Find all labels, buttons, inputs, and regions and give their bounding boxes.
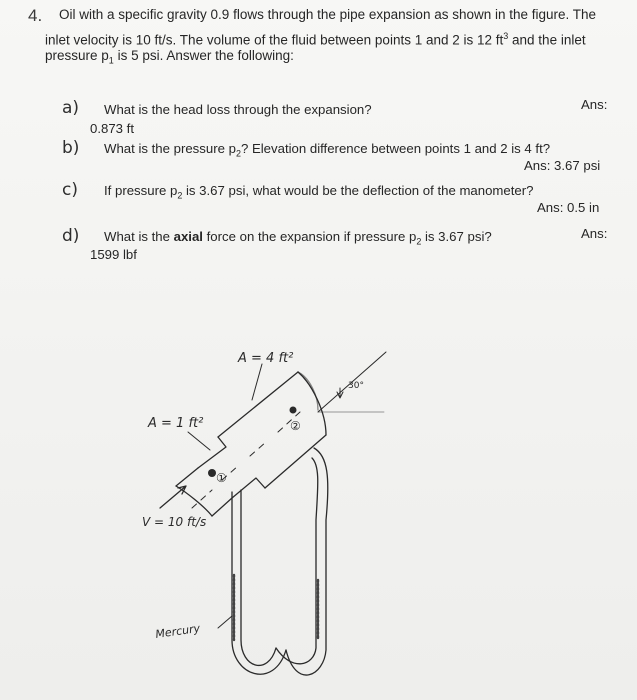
- point-1-label: ①: [216, 471, 227, 485]
- velocity-arrow: [160, 486, 186, 508]
- part-a-answer: 0.873 ft: [90, 121, 134, 136]
- part-d-ans-label: Ans:: [581, 226, 608, 241]
- manometer-left-tube-outer: [232, 492, 286, 674]
- area-large-leader: [252, 364, 262, 400]
- angle-label: 30°: [348, 381, 364, 391]
- part-d-q-sub: 2: [416, 236, 422, 247]
- part-c-q-a: If pressure p: [104, 183, 178, 198]
- large-pipe-left-wall: [218, 372, 298, 437]
- part-d-letter: d): [62, 226, 80, 246]
- area-small-label: A = 1 ft²: [148, 416, 204, 431]
- part-d-q-c: is 3.67 psi?: [421, 229, 492, 244]
- mercury-label: Mercury: [154, 621, 201, 641]
- problem-line-2-a: inlet velocity is 10 ft/s. The volume of the fluid between points 1 and 2 is 12 ft: [45, 32, 504, 48]
- problem-line-3-sub: 1: [108, 55, 114, 66]
- part-b-answer: Ans: 3.67 psi: [524, 158, 601, 173]
- part-a-ans-label: Ans:: [581, 97, 608, 112]
- part-a-letter: a): [62, 98, 80, 118]
- part-d-answer: 1599 lbf: [90, 247, 137, 262]
- problem-line-3-b: is 5 psi. Answer the following:: [113, 48, 294, 63]
- large-pipe-right-wall: [265, 435, 326, 488]
- problem-line-1-text: Oil with a specific gravity 0.9 flows through the pipe expansion as shown in the figure. The: [59, 7, 597, 22]
- velocity-label: V = 10 ft/s: [142, 515, 207, 529]
- expansion-step-left: [198, 437, 226, 468]
- part-c-answer: Ans: 0.5 in: [537, 200, 600, 215]
- small-pipe-left-wall: [176, 468, 198, 486]
- area-small-leader: [188, 432, 210, 450]
- part-b-letter: b): [62, 138, 80, 158]
- point-1-marker: [208, 469, 216, 477]
- problem-line-3-a: pressure p: [45, 48, 109, 63]
- angle-arrow: [337, 388, 343, 398]
- problem-line-2-sup: 3: [503, 31, 509, 41]
- part-b-q-a: What is the pressure p: [104, 141, 236, 156]
- area-large-label: A = 4 ft²: [238, 351, 294, 366]
- part-d-q-b: force on the expansion if pressure p: [202, 229, 417, 244]
- part-c-letter: c): [62, 180, 78, 200]
- mercury-leader: [218, 616, 232, 628]
- large-pipe-outlet-cap: [298, 372, 318, 410]
- small-pipe-right-wall: [212, 498, 232, 516]
- manometer-right-tube-inner: [276, 458, 318, 664]
- large-pipe-end-cap: [298, 372, 326, 435]
- part-a-question: What is the head loss through the expansion?: [104, 102, 372, 117]
- part-c-q-sub: 2: [177, 190, 183, 201]
- problem-number: 4.: [28, 6, 43, 25]
- expansion-step-right: [232, 478, 265, 498]
- manometer-right-tube-outer: [286, 448, 328, 675]
- part-c-q-b: is 3.67 psi, what would be the deflection of the manometer?: [182, 183, 534, 198]
- part-b-q-sub: 2: [235, 148, 241, 159]
- problem-line-2-b: and the inlet: [508, 32, 586, 48]
- part-d-q-a: What is the: [104, 229, 174, 244]
- manometer-left-tube-inner: [241, 490, 276, 665]
- point-2-marker: [290, 407, 297, 414]
- part-b-q-b: ? Elevation difference between points 1 and 2 is 4 ft?: [240, 141, 551, 156]
- point-2-label: ②: [290, 419, 301, 433]
- part-d-q-bold: axial: [173, 229, 203, 244]
